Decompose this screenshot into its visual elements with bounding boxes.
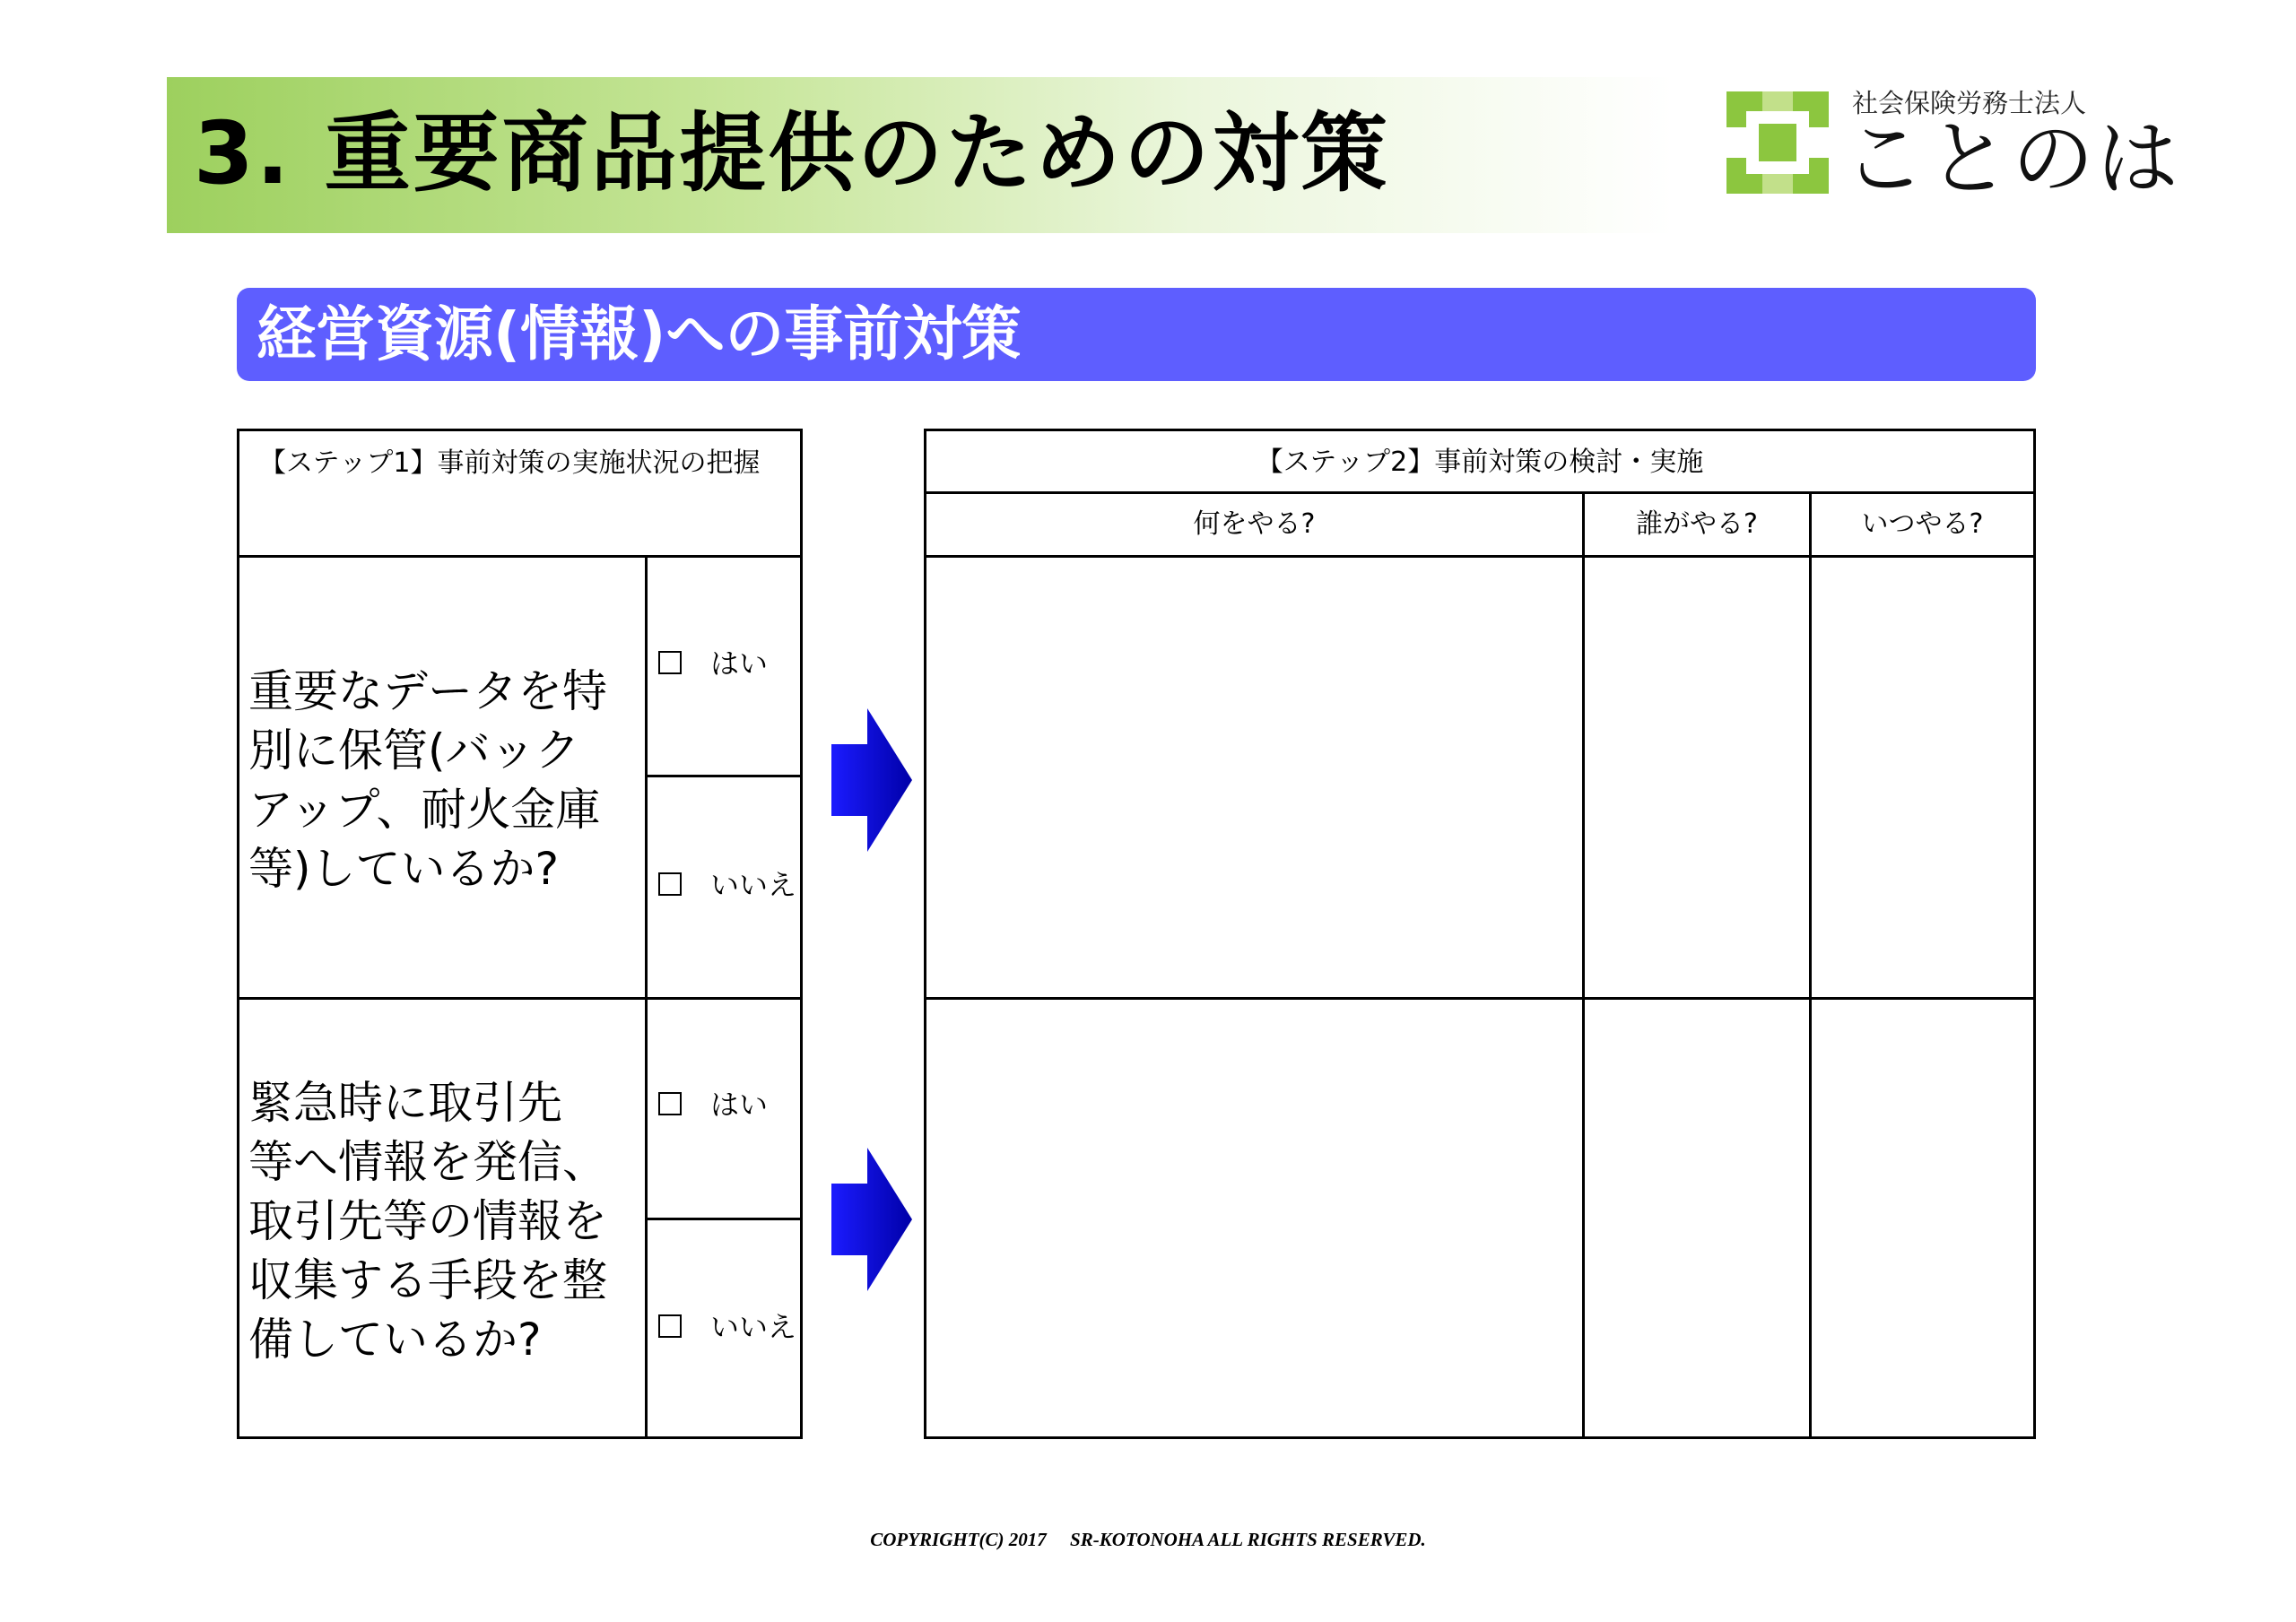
checkbox-icon[interactable] [658,651,682,674]
cell-who-1[interactable] [1585,558,1809,997]
checkbox-icon[interactable] [658,1092,682,1115]
arrow-right-icon [831,1148,912,1291]
question-2-yes-option[interactable]: はい [658,1088,768,1122]
section-title: 経営資源(情報)への事前対策 [257,299,1022,369]
step2-table [924,429,2036,1439]
logo-name: ことのは [1843,111,2181,207]
divider [645,555,648,1436]
column-header-what: 何をやる? [1193,508,1316,540]
divider [926,491,2033,494]
divider [645,1218,800,1220]
column-header-who: 誰がやる? [1636,508,1758,540]
question-1-text: 重要なデータを特 別に保管(バック アップ、耐火金庫 等)しているか? [248,665,607,895]
logo-subtitle: 社会保険労務士法人 [1852,88,2087,118]
cell-who-2[interactable] [1585,1000,1809,1436]
step1-header: 【ステップ1】事前対策の実施状況の把握 [259,447,761,479]
arrow-right-icon [831,708,912,852]
copyright-notice: COPYRIGHT(C) 2017 SR-KOTONOHA ALL RIGHTS RESERVED. [870,1529,1426,1550]
cell-what-2[interactable] [926,1000,1582,1436]
divider [645,775,800,777]
company-logo [1726,88,2181,207]
question-2-no-option[interactable]: いいえ [658,1310,796,1344]
question-1-yes-option[interactable]: はい [658,646,768,681]
logo-mark-icon [1726,91,1829,194]
divider [239,997,800,1000]
title-band [167,77,1674,233]
cell-when-2[interactable] [1812,1000,2033,1436]
checkbox-icon[interactable] [658,1314,682,1338]
checkbox-icon[interactable] [658,872,682,896]
cell-when-1[interactable] [1812,558,2033,997]
column-header-when: いつやる? [1861,508,1984,540]
divider [239,555,800,558]
question-1-no-option[interactable]: いいえ [658,868,796,902]
section-title-bar [237,288,2036,381]
question-2-text: 緊急時に取引先 等へ情報を発信、 取引先等の情報を 収集する手段を整 備しているか? [248,1077,607,1366]
page-title: 3. 重要商品提供のための対策 [194,103,1390,204]
step2-header: 【ステップ2】事前対策の検討・実施 [1256,447,1704,478]
cell-what-1[interactable] [926,558,1582,997]
step1-table [237,429,803,1439]
